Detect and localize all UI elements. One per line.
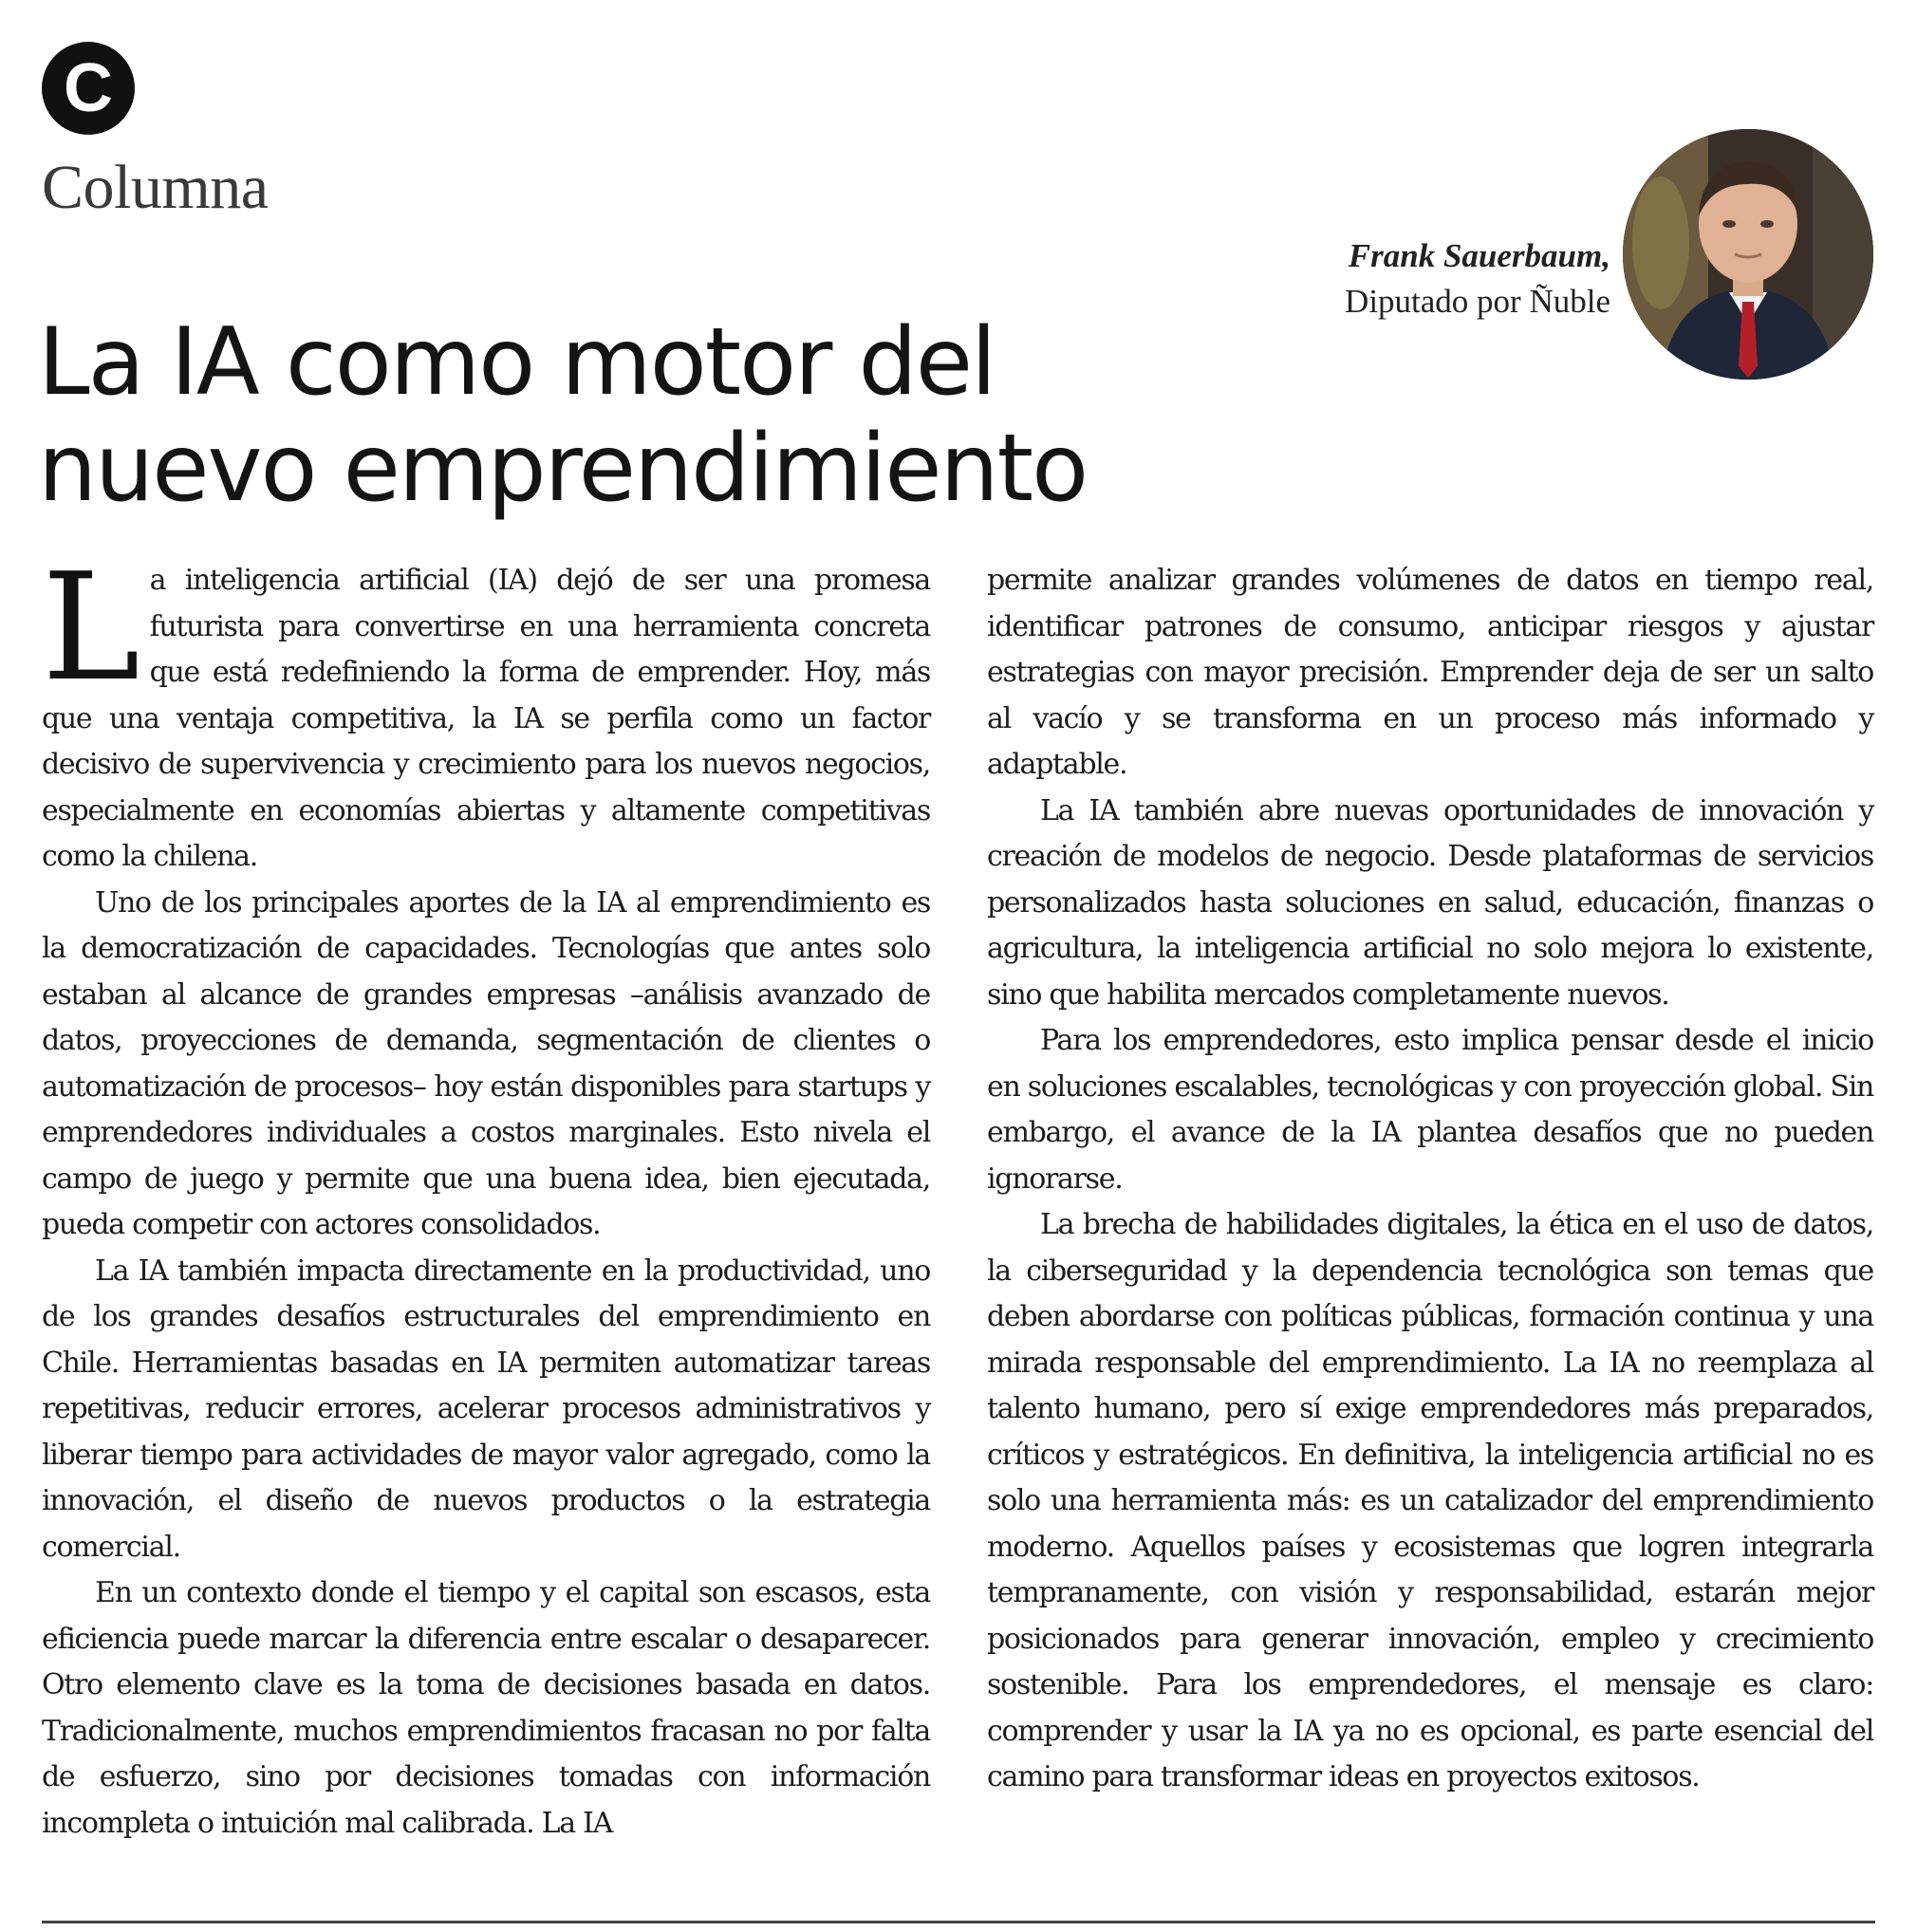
headline-line-1: La IA como motor del — [38, 308, 996, 417]
author-name: Frank Sauerbaum, — [1348, 237, 1610, 274]
paragraph: La brecha de habilidades digitales, la ética en el uso de datos, la ciberseguridad y la dependencia tecnológica son temas que deben abordarse con políticas públicas, formación continua y una mirada responsable del emprendimiento. La IA no reemplaza al talento humano, pero sí exige emprendedores más preparados, críticos y estratégicos. En definitiva, la inteligencia artificial no es solo una herramienta más: es un catalizador del emprendimiento moderno. Aquellos países y ecosistemas que logren integrarla tempranamente, con visión y responsabilidad, estarán mejor posicionados para generar innovación, empleo y crecimiento sostenible. Para los emprendedores, el mensaje es claro: comprender y usar la IA ya no es opcional, es parte esencial del camino para transformar ideas en proyectos exitosos. — [987, 1208, 1873, 1793]
headline-line-2: nuevo emprendimiento — [38, 415, 1088, 523]
author-portrait-photo — [1623, 129, 1873, 380]
article-headline — [38, 309, 1177, 522]
article-column-left — [42, 541, 930, 1847]
section-label: Columna — [42, 153, 269, 222]
paragraph: La IA también abre nuevas oportunidades de innovación y creación de modelos de negocio. Desde plataformas de servicios personalizados hasta soluciones en salud, educación, finanzas o agricultura, la inteligencia artificial no solo mejora lo existente, sino que habilita mercados completamente nuevos. — [987, 793, 1873, 1012]
bottom-divider — [42, 1921, 1875, 1923]
paragraph: Uno de los principales aportes de la IA al emprendimiento es la democratización de capacidades. Tecnologías que antes solo estaban al alcance de grandes empresas –análisis avanzado de datos, proyecciones de demanda, segmentación de clientes o automatización de procesos– hoy están disponibles para startups y emprendedores individuales a costos marginales. Esto nivela el campo de juego y permite que una buena idea, bien ejecutada, pueda competir con actores consolidados. — [42, 885, 930, 1241]
byline — [1345, 233, 1610, 325]
paragraph — [42, 541, 930, 881]
paragraph: La IA también impacta directamente en la productividad, uno de los grandes desafíos estructurales del emprendimiento en Chile. Herramientas basadas en IA permiten automatizar tareas repetitivas, reducir errores, acelerar procesos administrativos y liberar tiempo para actividades de mayor valor agregado, como la innovación, el diseño de nuevos productos o la estrategia comercial. — [42, 1254, 930, 1564]
paragraph: En un contexto donde el tiempo y el capital son escasos, esta eficiencia puede marcar la diferencia entre escalar o desaparecer. Otro elemento clave es la toma de decisiones basada en datos. Tradicionalmente, muchos emprendimientos fracasan no por falta de esfuerzo, sino por decisiones tomadas con información incompleta o intuición mal calibrada. La IA — [42, 1576, 930, 1840]
article-column-right — [987, 558, 1873, 1801]
paragraph: permite analizar grandes volúmenes de datos en tiempo real, identificar patrones de consumo, anticipar riesgos y ajustar estrategias con mayor precisión. Emprender deja de ser un salto al vacío y se transforma en un proceso más informado y adaptable. — [987, 564, 1873, 781]
paragraph: Para los emprendedores, esto implica pensar desde el inicio en soluciones escalables, tecnológicas y con proyección global. Sin embargo, el avance de la IA plantea desafíos que no pueden ignorarse. — [987, 1024, 1873, 1196]
paragraph-text: a inteligencia artificial (IA) dejó de ser una promesa futurista para convertirse en una herramienta concreta que está redefiniendo la forma de emprender. Hoy, más que una ventaja competitiva, la IA se perfila como un factor decisivo de supervivencia y crecimiento para los nuevos negocios, especialmente en economías abiertas y altamente competitivas como la chilena. — [42, 564, 930, 873]
drop-cap: L — [42, 541, 140, 714]
section-logo-badge: C — [42, 42, 135, 135]
author-role: Diputado por Ñuble — [1345, 283, 1610, 320]
